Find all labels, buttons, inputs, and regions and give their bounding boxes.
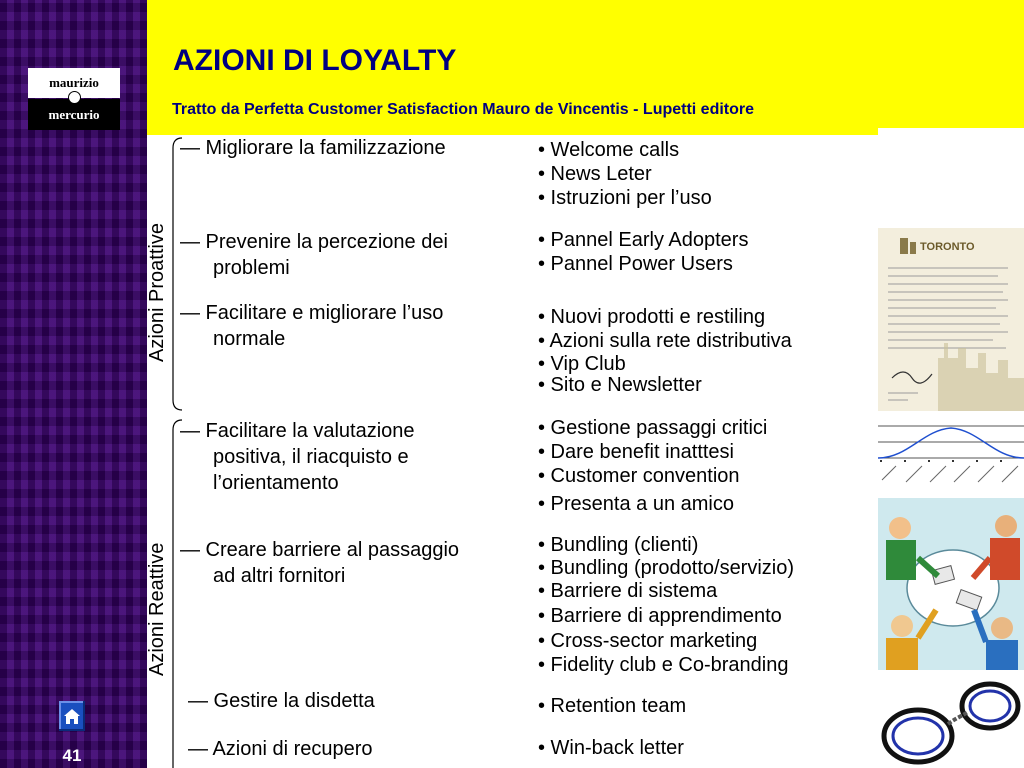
home-icon (59, 701, 85, 731)
action-item: • Fidelity club e Co-branding (538, 654, 789, 676)
section-label-proactive: Azioni Proattive (146, 223, 168, 362)
page-number: 41 (62, 746, 82, 765)
home-button[interactable] (59, 701, 85, 731)
goal-normal-use (180, 300, 443, 352)
action-item: • Barriere di apprendimento (538, 605, 782, 627)
goal-familiarization (180, 135, 446, 161)
goal-text: normale (213, 328, 286, 350)
action-item: • Customer convention (538, 465, 740, 487)
goal-recovery (188, 736, 373, 762)
goal-text: positiva, il riacquisto e (213, 446, 409, 468)
page-subtitle: Tratto da Perfetta Customer Satisfaction Mauro de Vincentis - Lupetti editore (172, 101, 755, 118)
action-item: • Nuovi prodotti e restiling (538, 306, 766, 328)
logo-dot (68, 91, 81, 104)
action-item: • Cross-sector marketing (538, 630, 758, 652)
toronto-letter-image (878, 228, 1024, 411)
logo-top-text: maurizio (28, 68, 120, 98)
action-item: • Pannel Power Users (538, 253, 733, 275)
action-item: • Bundling (prodotto/servizio) (538, 557, 795, 579)
logo (28, 68, 120, 130)
action-item: • Barriere di sistema (538, 580, 718, 602)
goal-text: — Facilitare e migliorare l’uso (180, 302, 444, 324)
action-item: • Win-back letter (538, 737, 684, 759)
goal-text: l’orientamento (213, 472, 339, 494)
goal-switching-barriers (180, 537, 459, 589)
action-item: • Bundling (clienti) (538, 534, 699, 556)
goal-text: problemi (213, 257, 290, 279)
goal-text: ad altri fornitori (213, 565, 346, 587)
goal-prevent-problems (180, 229, 448, 281)
action-item: • Pannel Early Adopters (538, 229, 749, 251)
action-item: • Presenta a un amico (538, 493, 734, 515)
action-item: • Welcome calls (538, 139, 680, 161)
goal-text: — Creare barriere al passaggio (180, 539, 460, 561)
page-title: AZIONI DI LOYALTY (173, 44, 457, 77)
meeting-illustration-image (878, 498, 1024, 670)
letter-heading: TORONTO (920, 241, 975, 253)
action-item: • Vip Club (538, 353, 626, 375)
section-label-reactive: Azioni Reattive (146, 542, 168, 676)
goal-positive-evaluation (180, 418, 415, 496)
action-item: • Dare benefit inatttesi (538, 441, 734, 463)
goal-text: — Prevenire la percezione dei (180, 231, 448, 253)
logo-bottom-text: mercurio (28, 99, 120, 130)
handcuffs-image (878, 672, 1024, 768)
action-item: • Azioni sulla rete distributiva (538, 330, 792, 352)
goal-text: — Facilitare la valutazione (180, 420, 415, 442)
goal-text: — Migliorare la familizzazione (180, 137, 446, 159)
action-item: • Istruzioni per l’uso (538, 187, 712, 209)
action-item: • Retention team (538, 695, 687, 717)
bell-curve-chart-image (878, 420, 1024, 492)
action-item: • Gestione passaggi critici (538, 417, 768, 439)
goal-text: — Gestire la disdetta (188, 690, 375, 712)
goal-cancellation (188, 688, 375, 714)
action-item: • Sito e Newsletter (538, 374, 702, 396)
white-strip (878, 128, 1024, 228)
action-item: • News Leter (538, 163, 652, 185)
goal-text: — Azioni di recupero (188, 738, 373, 760)
